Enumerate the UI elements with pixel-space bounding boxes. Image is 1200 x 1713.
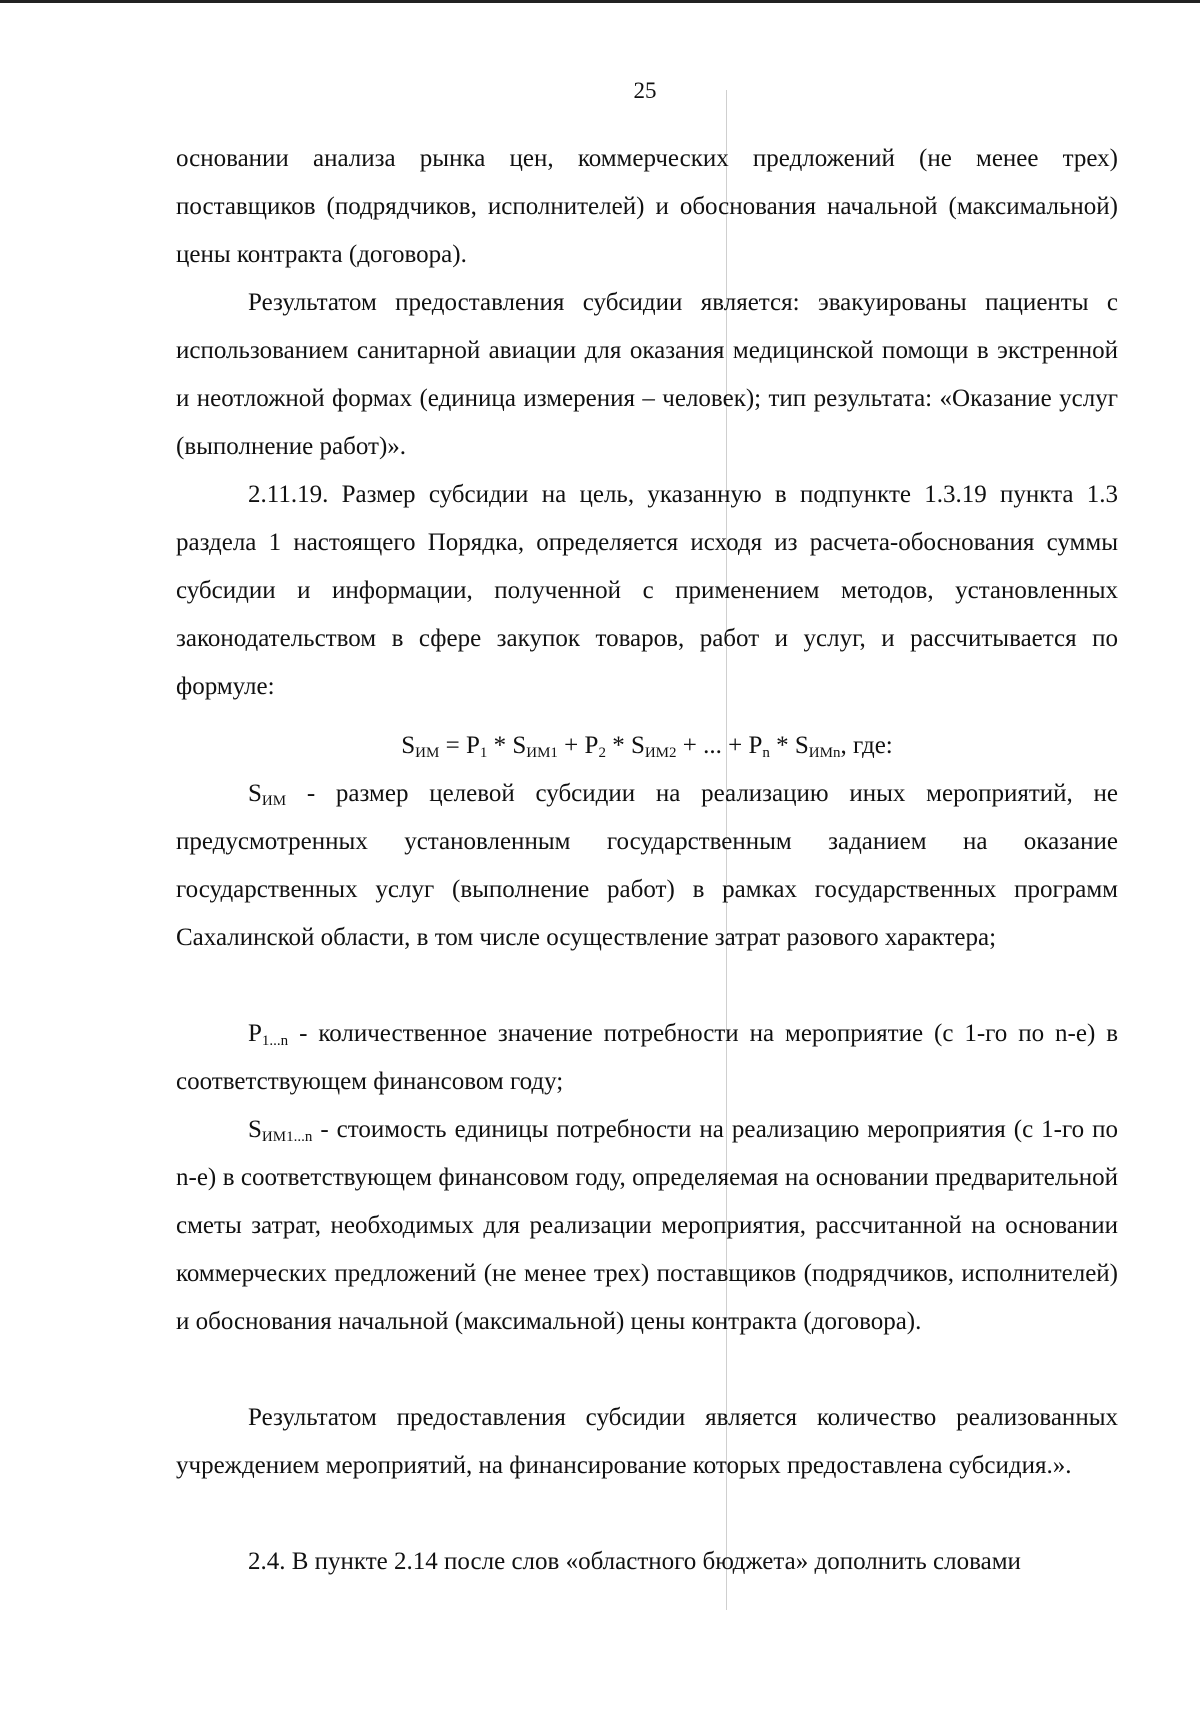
definition-s-im-range (176, 1106, 1118, 1346)
symbol-s: S (248, 1116, 262, 1143)
symbol-p: P (248, 1020, 262, 1047)
formula-p: P (584, 732, 599, 759)
subsidy-formula (176, 722, 1118, 770)
scan-top-edge (0, 0, 1200, 3)
symbol-s: S (248, 780, 262, 807)
formula-p: P (465, 732, 480, 759)
definition-text: - размер целевой субсидии на реализацию иных мероприятий, не предусмотренных установленным государственным заданием на оказание государственных услуг (выполнение работ) в рамках государственных программ Сахалинской области, в том числе осуществление затрат разового характера; (176, 780, 1118, 951)
formula-op: + (721, 732, 749, 759)
formula-sub: ИМ2 (644, 745, 677, 761)
definition-p-range (176, 1010, 1118, 1106)
definition-text: - стоимость единицы потребности на реализацию мероприятия (с 1-го по n-е) в соответствующем финансовом году, определяемая на основании предварительной сметы затрат, необходимых для реализации мероприятия, рассчитанной на основании коммерческих предложений (не менее трех) поставщиков (подрядчиков, исполнителей) и обоснования начальной (максимальной) цены контракта (договора). (176, 1116, 1118, 1335)
definition-text: - количественное значение потребности на мероприятие (с 1-го по n-е) в соответствующем финансовом году; (176, 1020, 1118, 1095)
symbol-sub: ИМ1...n (261, 1129, 313, 1145)
formula-where: , где: (840, 732, 893, 759)
paragraph-continuation: основании анализа рынка цен, коммерческих предложений (не менее трех) поставщиков (подрядчиков, исполнителей) и обоснования начальной (максимальной) цены контракта (договора). (176, 145, 1118, 268)
formula-sub: ИМn (808, 745, 841, 761)
formula-op: + (557, 732, 585, 759)
formula-sub: 1 (479, 745, 488, 761)
symbol-sub: 1...n (261, 1033, 289, 1049)
formula-s: S (512, 732, 527, 759)
paragraph-2-11-19: 2.11.19. Размер субсидии на цель, указанную в подпункте 1.3.19 пункта 1.3 раздела 1 настоящего Порядка, определяется исходя из расчета-обоснования суммы субсидии и информации, полученной с применением методов, установленных законодательством в сфере закупок товаров, работ и услуг, и рассчитывается по формуле: (176, 481, 1118, 700)
formula-sub: 2 (598, 745, 606, 761)
formula-sub: ИМ1 (526, 745, 558, 761)
formula-s: S (794, 732, 809, 759)
formula-s: S (401, 732, 416, 759)
formula-sub: ИМ (415, 745, 440, 761)
formula-op: * (769, 732, 795, 759)
formula-p: P (748, 732, 763, 759)
paragraph-2-4: 2.4. В пункте 2.14 после слов «областного бюджета» дополнить словами (248, 1548, 1021, 1575)
formula-op: * (487, 732, 513, 759)
definition-s-im (176, 770, 1118, 962)
formula-sub: n (762, 745, 770, 761)
page-number: 25 (633, 78, 657, 103)
formula-eq: = (439, 732, 466, 759)
formula-s: S (630, 732, 645, 759)
paragraph-result-events: Результатом предоставления субсидии является количество реализованных учреждением мероприятий, на финансирование которых предоставлена субсидия.». (176, 1404, 1118, 1479)
formula-ellipsis: ... (703, 732, 722, 759)
formula-op: + (676, 732, 704, 759)
symbol-sub: ИМ (261, 793, 287, 809)
paragraph-result-aviation: Результатом предоставления субсидии является: эвакуированы пациенты с использованием санитарной авиации для оказания медицинской помощи в экстренной и неотложной формах (единица измерения – человек); тип результата: «Оказание услуг (выполнение работ)». (176, 289, 1118, 460)
formula-op: * (605, 732, 631, 759)
